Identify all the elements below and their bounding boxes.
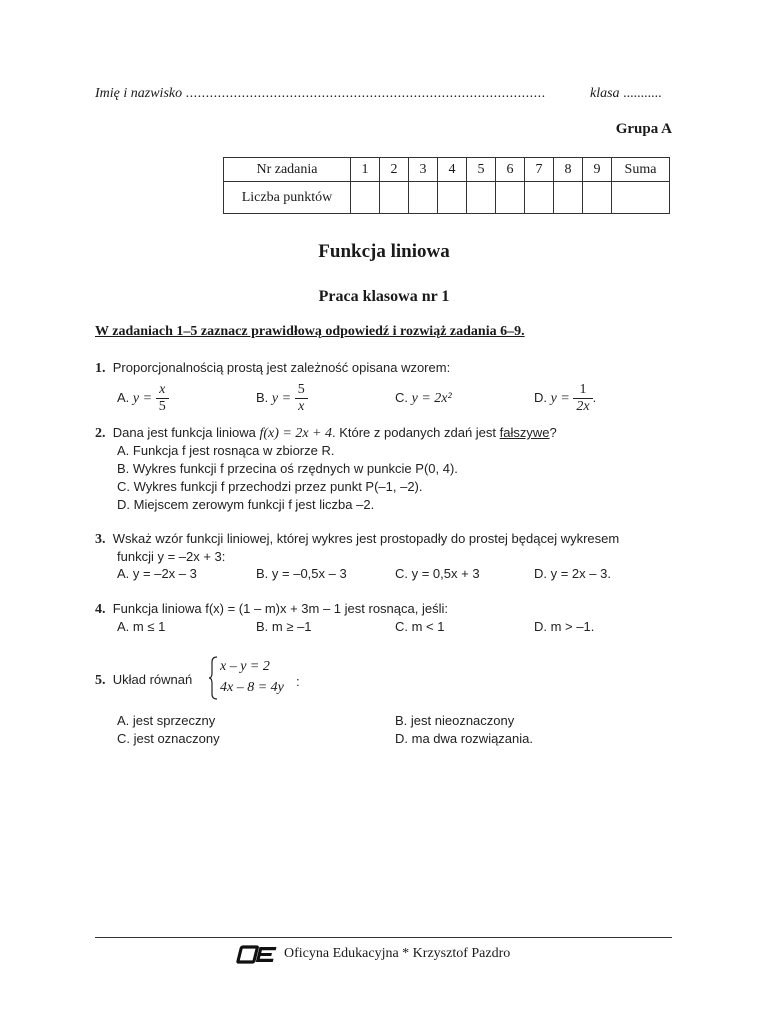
q2-option-c[interactable]: C. Wykres funkcji f przechodzi przez punkt P(–1, –2).: [117, 479, 423, 494]
group-label: Grupa A: [615, 121, 672, 137]
publisher-logo: [236, 945, 280, 970]
q5-option-b[interactable]: B. jest nieoznaczony: [395, 713, 515, 728]
q3-option-b[interactable]: B. y = –0,5x – 3: [256, 566, 347, 581]
question-text: Dana jest funkcja liniowa: [112, 425, 260, 440]
task-number-cell: 1: [351, 158, 380, 182]
q1-option-a[interactable]: [117, 382, 169, 415]
name-label: Imię i nazwisko: [95, 86, 183, 101]
question-3: [95, 531, 619, 548]
period: .: [592, 389, 597, 405]
question-text: Proporcjonalnością prostą jest zależność opisana wzorem:: [112, 360, 451, 375]
publisher-name: Oficyna Edukacyjna * Krzysztof Pazdro: [284, 946, 511, 961]
equation-2: 4x – 8 = 4y: [220, 680, 284, 695]
page-subtitle: Praca klasowa nr 1: [318, 288, 450, 305]
task-number-cell: 7: [525, 158, 554, 182]
option-label: B.: [256, 389, 269, 405]
task-number-cell: 8: [554, 158, 583, 182]
task-number-cell: 3: [409, 158, 438, 182]
task-number-cell: 9: [583, 158, 612, 182]
points-cell[interactable]: [409, 182, 438, 214]
option-label: C.: [395, 390, 408, 405]
option-label: A.: [117, 389, 130, 405]
q3-option-a[interactable]: A. y = –2x – 3: [117, 566, 197, 581]
q3-option-c[interactable]: C. y = 0,5x + 3: [395, 566, 480, 581]
sum-cell[interactable]: [612, 182, 670, 214]
points-cell[interactable]: [554, 182, 583, 214]
numerator: 5: [295, 382, 308, 399]
oe-logo-icon: [236, 945, 280, 965]
class-label: klasa: [590, 86, 620, 101]
q1-option-b[interactable]: [256, 382, 308, 415]
q4-option-c[interactable]: C. m < 1: [395, 619, 445, 634]
points-header: Liczba punktów: [224, 182, 351, 214]
equation-end: :: [296, 674, 300, 689]
equation-1: x – y = 2: [220, 659, 270, 674]
question-number: 2.: [95, 426, 106, 441]
system-brace: [208, 656, 218, 700]
footer-divider: [95, 937, 672, 938]
option-math: y =: [271, 390, 292, 406]
task-number-cell: 5: [467, 158, 496, 182]
points-cell[interactable]: [380, 182, 409, 214]
points-cell[interactable]: [351, 182, 380, 214]
q4-option-d[interactable]: D. m > –1.: [534, 619, 595, 634]
points-cell[interactable]: [496, 182, 525, 214]
sum-header: Suma: [612, 158, 670, 182]
q1-option-c[interactable]: [395, 390, 452, 407]
denominator: 5: [158, 399, 166, 414]
class-dots: ...........: [623, 86, 662, 101]
option-math: y =: [132, 390, 153, 406]
task-number-cell: 4: [438, 158, 467, 182]
q4-option-b[interactable]: B. m ≥ –1: [256, 619, 312, 634]
q5-option-a[interactable]: A. jest sprzeczny: [117, 713, 216, 728]
task-number-row: [224, 158, 670, 182]
q2-option-d[interactable]: D. Miejscem zerowym funkcji f jest liczba –2.: [117, 497, 375, 512]
q2-option-b[interactable]: B. Wykres funkcji f przecina oś rzędnych w punkcie P(0, 4).: [117, 461, 458, 476]
instructions: W zadaniach 1–5 zaznacz prawidłową odpowiedź i rozwiąż zadania 6–9.: [95, 324, 525, 339]
name-dots: ..........................................................................................: [185, 86, 546, 101]
points-cell[interactable]: [525, 182, 554, 214]
q5-option-c[interactable]: C. jest oznaczony: [117, 731, 220, 746]
question-2: [95, 425, 557, 442]
denominator: x: [298, 399, 305, 414]
option-math: y = 2x²: [411, 391, 452, 406]
question-1: [95, 360, 450, 377]
question-mark: ?: [549, 425, 557, 440]
score-table: [223, 157, 670, 214]
question-text: Funkcja liniowa f(x) = (1 – m)x + 3m – 1 jest rosnąca, jeśli:: [112, 601, 448, 616]
task-number-cell: 6: [496, 158, 525, 182]
name-field[interactable]: [95, 86, 546, 102]
question-3-line-2: funkcji y = –2x + 3:: [117, 549, 226, 564]
question-number: 4.: [95, 602, 106, 617]
q1-option-d[interactable]: [534, 382, 596, 415]
page-title: Funkcja liniowa: [318, 241, 450, 262]
fraction: [573, 382, 592, 415]
task-number-header: Nr zadania: [224, 158, 351, 182]
q3-option-d[interactable]: D. y = 2x – 3.: [534, 566, 611, 581]
question-text: Wskaż wzór funkcji liniowej, której wykres jest prostopadły do prostej będącej wykresem: [112, 531, 620, 546]
brace-icon: [208, 656, 218, 700]
question-5: [95, 672, 192, 689]
numerator: x: [156, 382, 169, 399]
question-4: [95, 601, 448, 618]
fraction: [156, 382, 169, 415]
underlined-word: fałszywe: [499, 425, 550, 440]
question-number: 5.: [95, 673, 106, 688]
option-math: y =: [550, 390, 570, 406]
denominator: 2x: [576, 399, 590, 414]
class-field[interactable]: [590, 86, 662, 102]
points-cell[interactable]: [438, 182, 467, 214]
question-number: 3.: [95, 532, 106, 547]
points-cell[interactable]: [583, 182, 612, 214]
task-number-cell: 2: [380, 158, 409, 182]
question-text: . Które z podanych zdań jest: [331, 425, 500, 440]
q5-option-d[interactable]: D. ma dwa rozwiązania.: [395, 731, 533, 746]
points-row: [224, 182, 670, 214]
question-text: Układ równań: [112, 672, 193, 687]
fraction: [295, 382, 308, 415]
q4-option-a[interactable]: A. m ≤ 1: [117, 619, 166, 634]
points-cell[interactable]: [467, 182, 496, 214]
function-formula: f(x) = 2x + 4: [259, 426, 332, 441]
q2-option-a[interactable]: A. Funkcja f jest rosnąca w zbiorze R.: [117, 443, 335, 458]
option-label: D.: [534, 389, 547, 405]
question-number: 1.: [95, 361, 106, 376]
numerator: 1: [573, 382, 592, 399]
